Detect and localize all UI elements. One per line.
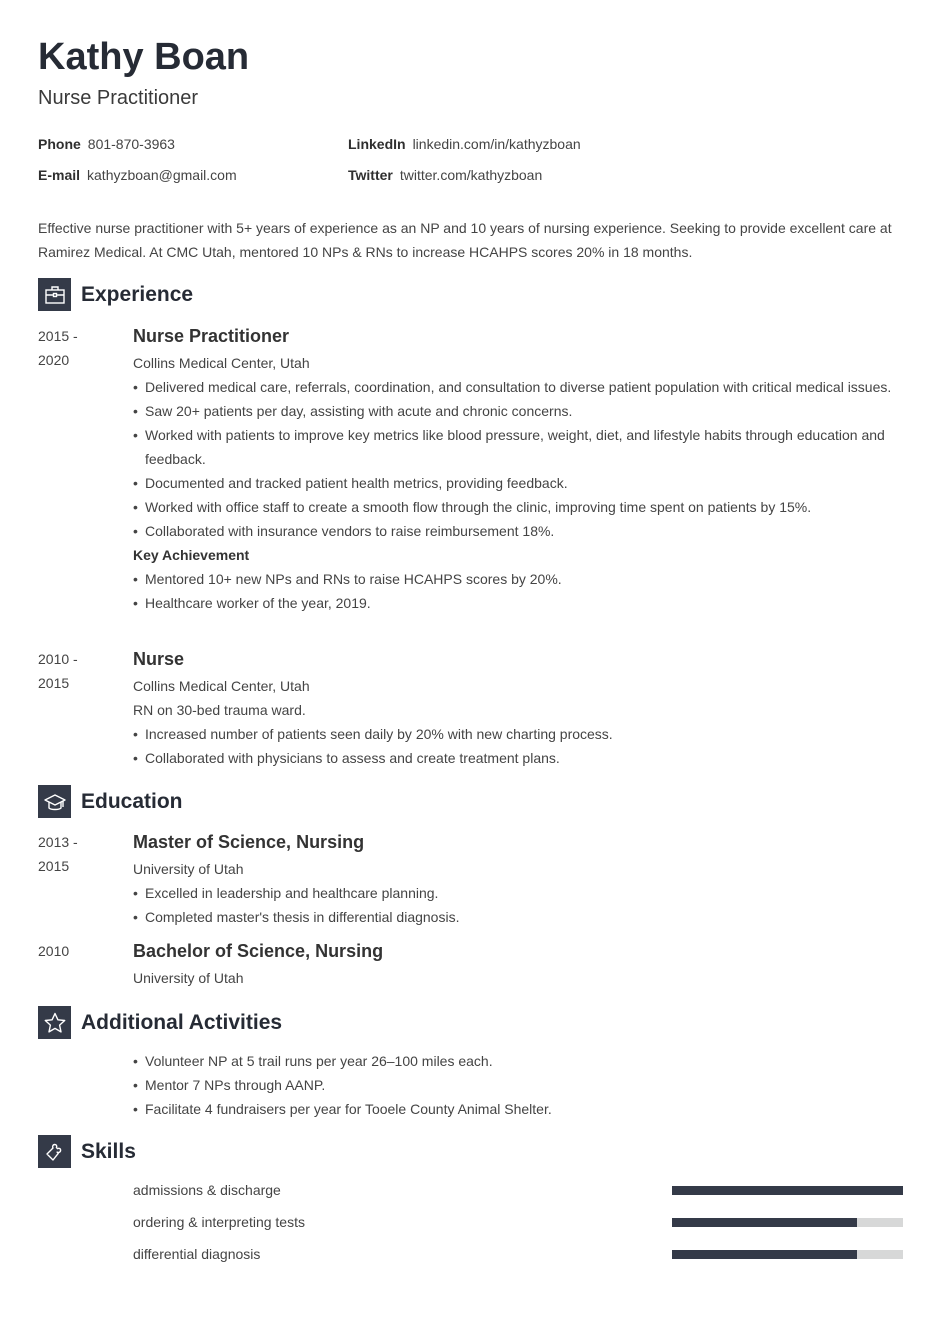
education-date (38, 939, 69, 963)
job-bullets (133, 375, 903, 543)
contact-twitter (348, 166, 542, 184)
contact-linkedin (348, 135, 581, 153)
skill-level-bar (672, 1218, 903, 1227)
education-entry (133, 830, 903, 929)
summary: Effective nurse practitioner with 5+ years of experience as an NP and 10 years of nursing experience. Seeking to provide excellent care at Ramirez Medical. At CMC Utah, mentored 10 NPs & RNs to increase HCAHPS scores 20% in 18 months. (38, 220, 892, 260)
job-entry (133, 324, 903, 615)
contact-value[interactable]: linkedin.com/in/kathyzboan (412, 136, 581, 152)
education-entry (133, 939, 903, 990)
candidate-name: Kathy Boan (38, 36, 250, 78)
list-item: • Documented and tracked patient health metrics, providing feedback. (133, 471, 903, 495)
star-icon (38, 1006, 71, 1039)
skill-level-fill (672, 1186, 903, 1195)
section-title: Experience (81, 282, 194, 306)
list-item: • Mentor 7 NPs through AANP. (133, 1073, 903, 1097)
list-item: • Facilitate 4 fundraisers per year for Tooele County Animal Shelter. (133, 1097, 903, 1121)
date-start: 2015 - (38, 328, 78, 344)
degree: Master of Science, Nursing (133, 832, 365, 852)
school: University of Utah (133, 970, 244, 986)
skill-level-bar (672, 1186, 903, 1195)
skill-name: ordering & interpreting tests (133, 1214, 305, 1230)
briefcase-icon (38, 278, 71, 311)
skill-level-fill (672, 1250, 857, 1259)
section-header-activities (38, 1006, 282, 1039)
job-org: Collins Medical Center, Utah (133, 678, 310, 694)
skill-level-fill (672, 1218, 857, 1227)
list-item: • Completed master's thesis in differential diagnosis. (133, 905, 903, 929)
puzzle-icon (38, 1135, 71, 1168)
date-start: 2013 - (38, 834, 78, 850)
section-header-skills (38, 1135, 136, 1168)
contact-label: Twitter (348, 167, 393, 183)
skill-name: differential diagnosis (133, 1246, 261, 1262)
list-item: • Excelled in leadership and healthcare planning. (133, 881, 903, 905)
list-item: • Worked with patients to improve key metrics like blood pressure, weight, diet, and lifestyle habits through education and feedback. (133, 423, 903, 471)
list-item: • Saw 20+ patients per day, assisting with acute and chronic concerns. (133, 399, 903, 423)
job-role: Nurse Practitioner (133, 326, 290, 346)
list-item: • Increased number of patients seen daily by 20% with new charting process. (133, 722, 903, 746)
activities-list (133, 1049, 903, 1121)
contact-email (38, 166, 237, 184)
date-end: 2020 (38, 352, 70, 368)
education-date (38, 830, 78, 878)
contact-label: Phone (38, 136, 81, 152)
list-item: • Worked with office staff to create a smooth flow through the clinic, improving time spent on patients by 15%. (133, 495, 903, 519)
education-bullets (133, 881, 903, 929)
job-org: Collins Medical Center, Utah (133, 355, 310, 371)
date-end: 2015 (38, 858, 70, 874)
candidate-title: Nurse Practitioner (38, 87, 199, 109)
degree: Bachelor of Science, Nursing (133, 941, 384, 961)
contact-phone (38, 135, 175, 153)
skill-name: admissions & discharge (133, 1182, 281, 1198)
key-achievement-bullets (133, 567, 903, 615)
list-item: • Delivered medical care, referrals, coordination, and consultation to diverse patient population with critical medical issues. (133, 375, 903, 399)
list-item: • Healthcare worker of the year, 2019. (133, 591, 903, 615)
date: 2010 (38, 943, 70, 959)
skill-level-bar (672, 1250, 903, 1259)
contact-value[interactable]: twitter.com/kathyzboan (399, 167, 543, 183)
job-entry (133, 647, 903, 770)
school: University of Utah (133, 861, 244, 877)
list-item: • Collaborated with insurance vendors to raise reimbursement 18%. (133, 519, 903, 543)
section-header-experience (38, 278, 193, 311)
contact-label: LinkedIn (348, 136, 406, 152)
job-date (38, 647, 78, 695)
graduation-cap-icon (38, 785, 71, 818)
list-item: • Mentored 10+ new NPs and RNs to raise HCAHPS scores by 20%. (133, 567, 903, 591)
contact-label: E-mail (38, 167, 81, 183)
section-title: Skills (81, 1139, 136, 1163)
list-item: • Volunteer NP at 5 trail runs per year 26–100 miles each. (133, 1049, 903, 1073)
job-date (38, 324, 78, 372)
date-end: 2015 (38, 675, 70, 691)
key-achievement-label: Key Achievement (133, 547, 250, 563)
job-description: RN on 30-bed trauma ward. (133, 702, 306, 718)
list-item: • Collaborated with physicians to assess and create treatment plans. (133, 746, 903, 770)
job-role: Nurse (133, 649, 185, 669)
contact-value[interactable]: kathyzboan@gmail.com (87, 167, 237, 183)
contact-value: 801-870-3963 (87, 136, 175, 152)
section-title: Education (81, 789, 183, 813)
section-title: Additional Activities (81, 1010, 283, 1034)
job-bullets (133, 722, 903, 770)
section-header-education (38, 785, 183, 818)
date-start: 2010 - (38, 651, 78, 667)
